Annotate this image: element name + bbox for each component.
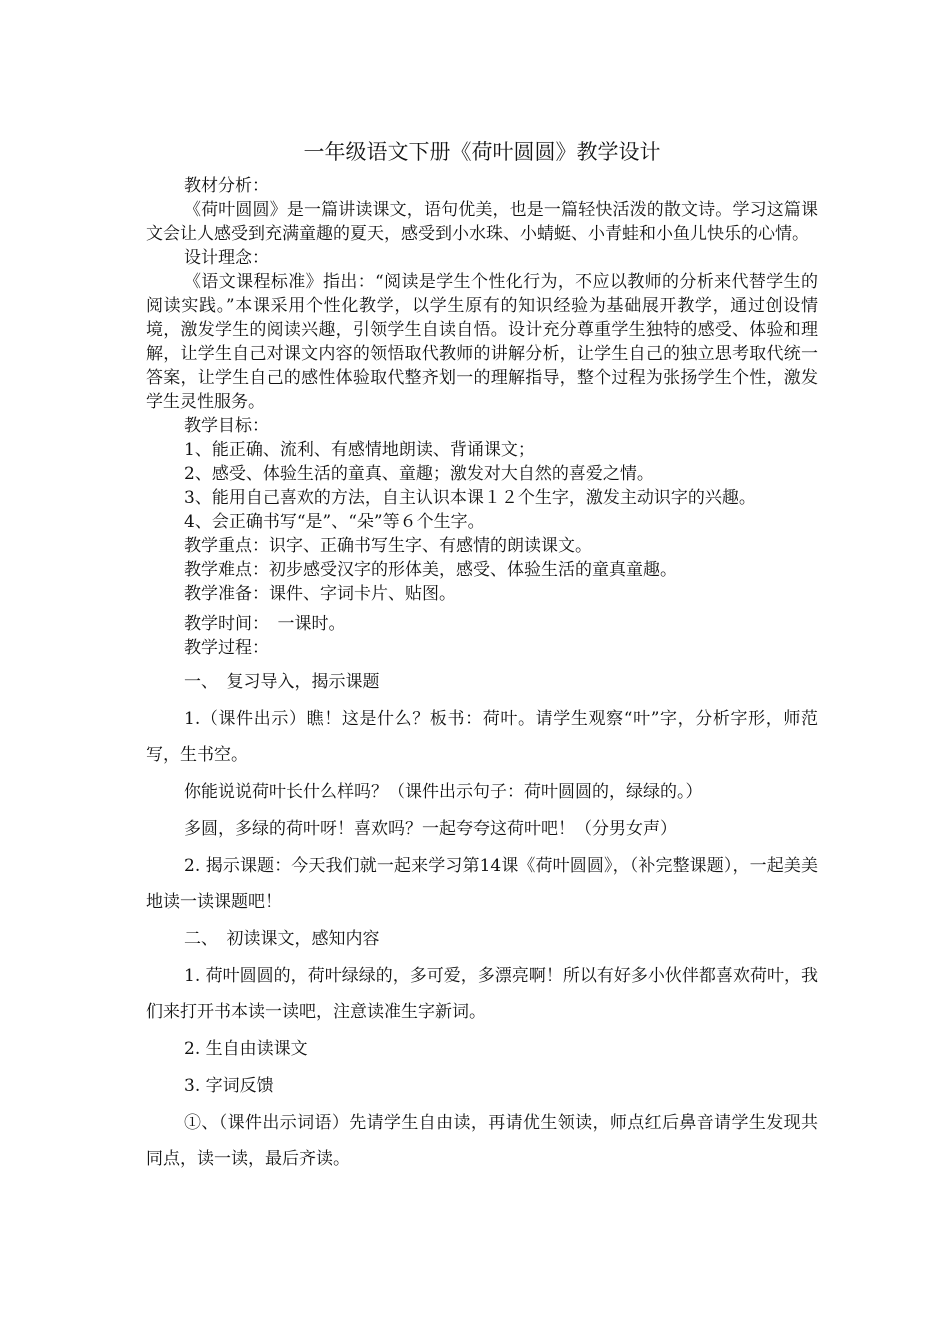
process-step-1-2: 2. 揭示课题：今天我们就一起来学习第14课《荷叶圆圆》，（补完整课题），一起美美地读一读课题吧！ xyxy=(146,856,818,912)
process-step-2-3: 3. 字词反馈 xyxy=(184,1076,274,1096)
document-title: 一年级语文下册《荷叶圆圆》教学设计 xyxy=(303,140,661,164)
teaching-difficulties: 教学难点：初步感受汉字的形体美，感受、体验生活的童真童趣。 xyxy=(184,560,677,580)
heading-design-concept: 设计理念： xyxy=(184,248,269,268)
section-heading-2: 二、 初读课文，感知内容 xyxy=(184,929,380,949)
heading-teaching-goals: 教学目标： xyxy=(184,416,269,436)
process-step-2-1: 1. 荷叶圆圆的，荷叶绿绿的，多可爱，多漂亮啊！所以有好多小伙伴都喜欢荷叶，我们来打开书本读一读吧，注意读准生字新词。 xyxy=(146,966,818,1022)
paragraph-textbook-analysis: 《荷叶圆圆》是一篇讲读课文，语句优美，也是一篇轻快活泼的散文诗。学习这篇课文会让人感受到充满童趣的夏天，感受到小水珠、小蜻蜓、小青蛙和小鱼儿快乐的心情。 xyxy=(146,200,818,244)
process-step-1-1: 1.（课件出示）瞧！这是什么？板书：荷叶。请学生观察“叶”字，分析字形，师范写，生书空。 xyxy=(146,709,818,765)
teaching-key-points: 教学重点：识字、正确书写生字、有感情的朗读课文。 xyxy=(184,536,592,556)
process-step-2-3-detail: ①、（课件出示词语）先请学生自由读，再请优生领读，师点红后鼻音请学生发现共同点，读一读，最后齐读。 xyxy=(146,1113,818,1169)
document-page xyxy=(146,138,818,1177)
goal-item-2: 2、感受、体验生活的童真、童趣；激发对大自然的喜爱之情。 xyxy=(184,464,654,484)
teaching-time: 教学时间： 一课时。 xyxy=(184,614,346,634)
goal-item-1: 1、能正确、流利、有感情地朗读、背诵课文； xyxy=(184,440,535,460)
heading-textbook-analysis: 教材分析： xyxy=(184,176,269,196)
section-heading-1: 一、 复习导入，揭示课题 xyxy=(184,672,380,692)
heading-teaching-process: 教学过程： xyxy=(184,638,269,658)
teaching-preparation: 教学准备：课件、字词卡片、贴图。 xyxy=(184,584,456,604)
goal-item-3: 3、能用自己喜欢的方法，自主认识本课１２个生字，激发主动识字的兴趣。 xyxy=(184,488,756,508)
process-step-1-praise: 多圆，多绿的荷叶呀！喜欢吗？一起夸夸这荷叶吧！（分男女声） xyxy=(184,819,677,839)
process-step-2-2: 2. 生自由读课文 xyxy=(184,1039,308,1059)
goal-item-4: 4、会正确书写“是”、“朵”等６个生字。 xyxy=(184,512,485,532)
process-step-1-question: 你能说说荷叶长什么样吗？（课件出示句子：荷叶圆圆的，绿绿的。） xyxy=(184,782,703,802)
paragraph-design-concept: 《语文课程标准》指出：“阅读是学生个性化行为，不应以教师的分析来代替学生的阅读实践。”本课采用个性化教学，以学生原有的知识经验为基础展开教学，通过创设情境，激发学生的阅读兴趣，引领学生自读自悟。设计充分尊重学生独特的感受、体验和理解，让学生自己对课文内容的领悟取代教师的讲解分析，让学生自己的独立思考取代统一答案，让学生自己的感性体验取代整齐划一的理解指导，整个过程为张扬学生个性，激发学生灵性服务。 xyxy=(146,272,818,412)
